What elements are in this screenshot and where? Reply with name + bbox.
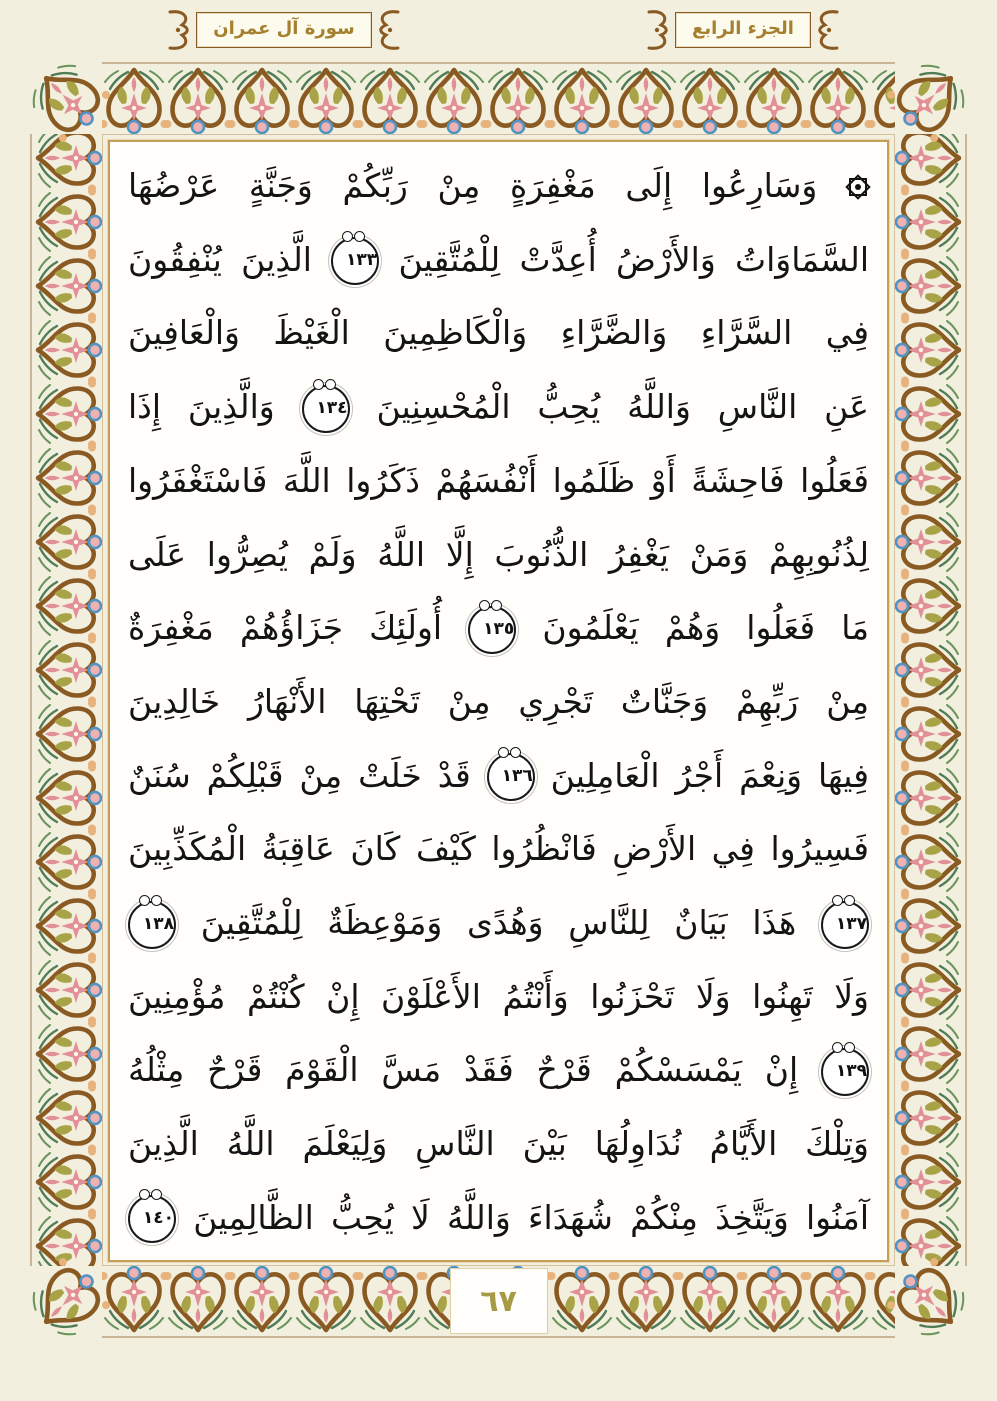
quran-line-4	[128, 371, 869, 443]
page-number-box	[450, 1268, 548, 1334]
ayah-number-medallion: ١٣٩	[821, 1048, 869, 1096]
ayah-text: وَلَا تَهِنُوا وَلَا تَحْزَنُوا وَأَنْتُمُ الأَعْلَوْنَ إِنْ كُنْتُمْ مُؤْمِنِينَ	[128, 976, 869, 1016]
quran-line-12	[128, 961, 869, 1033]
ayah-text: أُولَئِكَ جَزَاؤُهُمْ مَغْفِرَةٌ	[128, 608, 443, 648]
ayah-number-medallion: ١٤٠	[128, 1195, 176, 1243]
ayah-text: قَدْ خَلَتْ مِنْ قَبْلِكُمْ سُنَنٌ	[128, 755, 471, 795]
ayah-number-medallion: ١٣٦	[487, 753, 535, 801]
ornamental-frame	[30, 62, 967, 1338]
surah-title: سورة آل عمران	[196, 12, 371, 48]
ayah-text: إِنْ يَمْسَسْكُمْ قَرْحٌ فَقَدْ مَسَّ الْقَوْمَ قَرْحٌ مِثْلُهُ	[128, 1050, 799, 1090]
heart-brace-left-icon	[646, 8, 670, 52]
quran-line-7	[128, 592, 869, 664]
quran-line-15	[128, 1182, 869, 1254]
ayah-text: مَا فَعَلُوا وَهُمْ يَعْلَمُونَ	[542, 608, 869, 648]
quran-line-10	[128, 813, 869, 885]
ayah-text: السَّمَاوَاتُ وَالأَرْضُ أُعِدَّتْ لِلْمُتَّقِينَ	[398, 239, 869, 279]
ayah-number-medallion: ١٣٣	[331, 237, 379, 285]
page-number: ٦٧	[480, 1283, 517, 1319]
ayah-number-medallion: ١٣٧	[821, 901, 869, 949]
ayah-text: عَنِ النَّاسِ وَاللَّهُ يُحِبُّ الْمُحْسِنِينَ	[376, 387, 869, 427]
quran-line-11	[128, 887, 869, 959]
quran-lines	[128, 150, 869, 1254]
quran-line-1	[128, 150, 869, 222]
ayah-text: الَّذِينَ يُنْفِقُونَ	[128, 239, 312, 279]
ayah-text: هَذَا بَيَانٌ لِلنَّاسِ وَهُدًى وَمَوْعِظَةٌ لِلْمُتَّقِينَ	[200, 903, 797, 943]
quran-line-3	[128, 297, 869, 369]
ayah-text: فَسِيرُوا فِي الأَرْضِ فَانْظُرُوا كَيْفَ كَانَ عَاقِبَةُ الْمُكَذِّبِينَ	[128, 829, 869, 869]
quran-line-13	[128, 1034, 869, 1106]
ayah-text: فِيهَا وَنِعْمَ أَجْرُ الْعَامِلِينَ	[550, 755, 869, 795]
ayah-text: لِذُنُوبِهِمْ وَمَنْ يَغْفِرُ الذُّنُوبَ إِلَّا اللَّهُ وَلَمْ يُصِرُّوا عَلَى	[128, 534, 869, 574]
juz-title: الجزء الرابع	[675, 12, 811, 48]
ayah-text: فَعَلُوا فَاحِشَةً أَوْ ظَلَمُوا أَنْفُسَهُمْ ذَكَرُوا اللَّهَ فَاسْتَغْفَرُوا	[128, 460, 869, 500]
quran-line-5	[128, 445, 869, 517]
ayah-text: وَتِلْكَ الأَيَّامُ نُدَاوِلُهَا بَيْنَ النَّاسِ وَلِيَعْلَمَ اللَّهُ الَّذِينَ	[128, 1124, 869, 1164]
rub-el-hizb-icon	[847, 176, 869, 198]
quran-line-9	[128, 740, 869, 812]
heart-brace-right-icon	[377, 8, 401, 52]
ayah-number-medallion: ١٣٨	[128, 901, 176, 949]
quran-line-8	[128, 666, 869, 738]
juz-title-cartouche	[638, 9, 848, 51]
surah-title-cartouche	[150, 9, 418, 51]
page-header	[0, 0, 997, 62]
ayah-text: وَالَّذِينَ إِذَا	[128, 387, 275, 427]
heart-brace-left-icon	[167, 8, 191, 52]
ayah-text: آمَنُوا وَيَتَّخِذَ مِنْكُمْ شُهَدَاءَ وَاللَّهُ لَا يُحِبُّ الظَّالِمِينَ	[193, 1197, 869, 1237]
quran-line-14	[128, 1108, 869, 1180]
ayah-text: مِنْ رَبِّهِمْ وَجَنَّاتٌ تَجْرِي مِنْ تَحْتِهَا الأَنْهَارُ خَالِدِينَ	[128, 681, 869, 721]
quran-line-2	[128, 224, 869, 296]
quran-line-6	[128, 519, 869, 591]
heart-brace-right-icon	[816, 8, 840, 52]
ayah-text: وَسَارِعُوا إِلَى مَغْفِرَةٍ مِنْ رَبِّكُمْ وَجَنَّةٍ عَرْضُهَا	[128, 166, 818, 205]
ayah-text: فِي السَّرَّاءِ وَالضَّرَّاءِ وَالْكَاظِمِينَ الْغَيْظَ وَالْعَافِينَ	[128, 313, 869, 353]
quran-text-area	[108, 140, 889, 1262]
ayah-number-medallion: ١٣٤	[302, 385, 350, 433]
ayah-number-medallion: ١٣٥	[468, 606, 516, 654]
